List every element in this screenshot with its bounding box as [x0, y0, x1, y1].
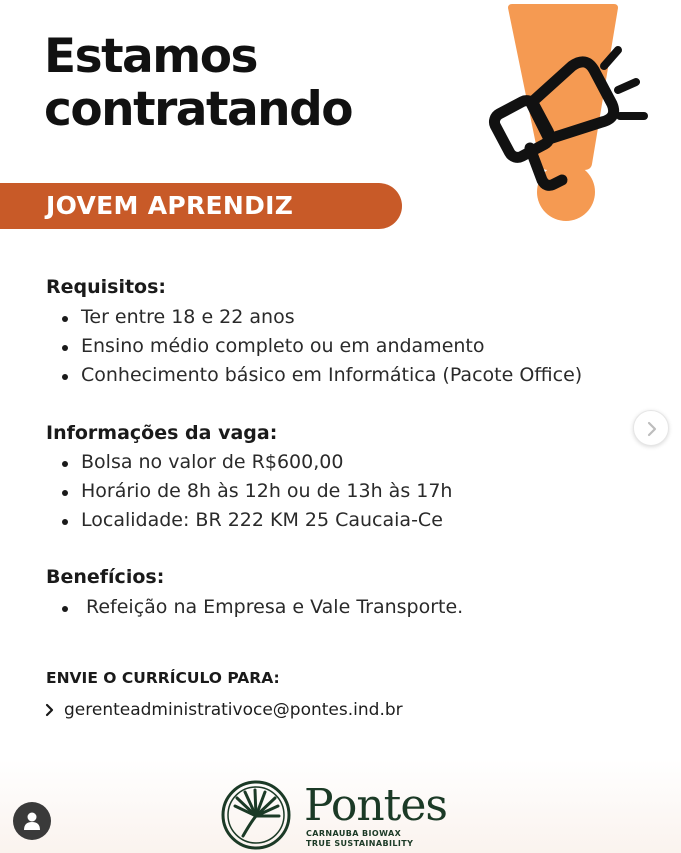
- beneficios-list: [62, 593, 463, 622]
- megaphone-icon: [486, 4, 666, 229]
- informacoes-list: [62, 448, 452, 535]
- beneficios-title: Benefícios:: [46, 566, 165, 588]
- requisitos-title: Requisitos:: [46, 276, 167, 298]
- list-item: Conhecimento básico em Informática (Pacote Office): [62, 361, 582, 390]
- next-slide-button[interactable]: [633, 410, 669, 446]
- avatar[interactable]: [13, 802, 51, 840]
- list-item: Refeição na Empresa e Vale Transporte.: [62, 593, 463, 622]
- contact-email[interactable]: gerenteadministrativoce@pontes.ind.br: [64, 700, 403, 720]
- list-item: Ter entre 18 e 22 anos: [62, 303, 582, 332]
- headline-line-1: Estamos: [44, 29, 258, 84]
- chevron-right-icon: [44, 700, 56, 720]
- headline: [44, 30, 352, 136]
- list-item: Ensino médio completo ou em andamento: [62, 332, 582, 361]
- email-row: [44, 700, 403, 720]
- brand-subtitle-1: CARNAUBA BIOWAX: [306, 829, 402, 838]
- list-item: Horário de 8h às 12h ou de 13h às 17h: [62, 477, 452, 506]
- job-title-banner: [0, 183, 402, 229]
- requisitos-list: [62, 303, 582, 390]
- pontes-logo-icon: [221, 780, 291, 850]
- user-icon: [23, 811, 41, 831]
- chevron-right-icon: [645, 421, 659, 437]
- job-title-label: JOVEM APRENDIZ: [46, 191, 294, 220]
- list-item: Localidade: BR 222 KM 25 Caucaia-Ce: [62, 506, 452, 535]
- contact-title: ENVIE O CURRÍCULO PARA:: [46, 669, 280, 687]
- list-item: Bolsa no valor de R$600,00: [62, 448, 452, 477]
- brand-name: Pontes: [304, 780, 447, 831]
- informacoes-title: Informações da vaga:: [46, 422, 278, 444]
- headline-line-2: contratando: [44, 82, 353, 137]
- brand-subtitle-2: TRUE SUSTAINABILITY: [306, 839, 414, 848]
